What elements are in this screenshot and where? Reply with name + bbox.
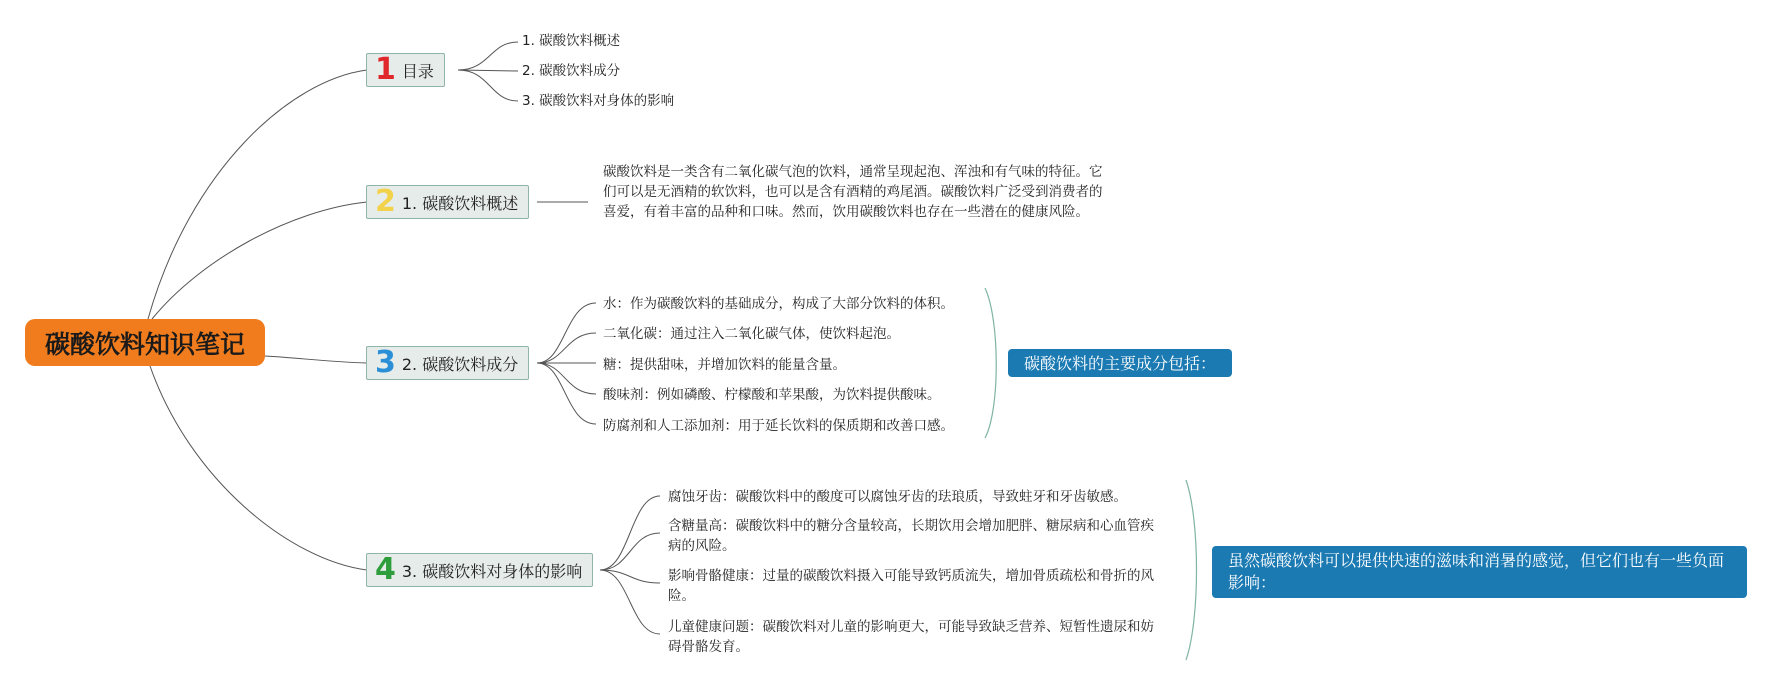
topic-label-overview: 1. 碳酸饮料概述 (401, 193, 519, 213)
effect-item[interactable]: 腐蚀牙齿：碳酸饮料中的酸度可以腐蚀牙齿的珐琅质，导致蛀牙和牙齿敏感。 (668, 489, 1127, 505)
topic-ingredients[interactable] (366, 346, 529, 380)
ingredients-summary-text: 碳酸饮料的主要成分包括： (1024, 354, 1217, 373)
topic-label-ingredients: 2. 碳酸饮料成分 (401, 354, 519, 374)
ingredient-item[interactable]: 酸味剂：例如磷酸、柠檬酸和苹果酸，为饮料提供酸味。 (603, 387, 941, 403)
root-topic[interactable] (25, 319, 265, 366)
topic-effects[interactable] (366, 553, 593, 587)
toc-item[interactable]: 1. 碳酸饮料概述 (522, 33, 621, 49)
root-topic-label: 碳酸饮料知识笔记 (44, 329, 245, 359)
edge-root-topic-2 (152, 202, 367, 319)
overview-text[interactable]: 碳酸饮料是一类含有二氧化碳气泡的饮料，通常呈现起泡、浑浊和有气味的特征。它们可以是无酒精的软饮料，也可以是含有酒精的鸡尾酒。碳酸饮料广泛受到消费者的喜爱，有着丰富的品种和口味。然而，饮用碳酸饮料也存在一些潜在的健康风险。 (603, 164, 1103, 220)
ingredients-summary[interactable] (1008, 349, 1232, 377)
edge-root-topic-3 (265, 356, 367, 363)
toc-item[interactable]: 2. 碳酸饮料成分 (522, 63, 621, 79)
summary-bracket-effects (1186, 480, 1197, 660)
effects-summary-text: 虽然碳酸饮料可以提供快速的滋味和消暑的感觉，但它们也有一些负面影响： (1228, 551, 1725, 592)
summary-bracket-ingredients (985, 288, 996, 438)
edge-root-topic-4 (150, 366, 367, 570)
ingredient-item[interactable]: 防腐剂和人工添加剂：用于延长饮料的保质期和改善口感。 (603, 418, 954, 434)
effects-summary[interactable] (1212, 546, 1747, 598)
ingredient-item[interactable]: 水：作为碳酸饮料的基础成分，构成了大部分饮料的体积。 (603, 296, 954, 312)
effect-item[interactable]: 含糖量高：碳酸饮料中的糖分含量较高，长期饮用会增加肥胖、糖尿病和心血管疾病的风险。 (668, 518, 1154, 554)
effect-item[interactable]: 儿童健康问题：碳酸饮料对儿童的影响更大，可能导致缺乏营养、短暂性遗尿和妨碍骨骼发育。 (668, 619, 1154, 655)
toc-item[interactable]: 3. 碳酸饮料对身体的影响 (522, 93, 675, 109)
topic-number-3: 3 (375, 345, 396, 380)
topic-number-2: 2 (375, 184, 396, 219)
topic-toc[interactable] (366, 53, 445, 87)
edge-root-topic-1 (148, 70, 367, 319)
effect-item[interactable]: 影响骨骼健康：过量的碳酸饮料摄入可能导致钙质流失，增加骨质疏松和骨折的风险。 (668, 568, 1154, 604)
topic-label-effects: 3. 碳酸饮料对身体的影响 (401, 561, 583, 581)
topic-label-toc: 目录 (401, 61, 434, 81)
ingredient-item[interactable]: 二氧化碳：通过注入二氧化碳气体，使饮料起泡。 (603, 326, 900, 342)
topic-number-4: 4 (375, 552, 396, 587)
ingredient-item[interactable]: 糖：提供甜味，并增加饮料的能量含量。 (603, 357, 846, 373)
topic-number-1: 1 (375, 52, 396, 87)
topic-overview[interactable] (366, 185, 529, 219)
